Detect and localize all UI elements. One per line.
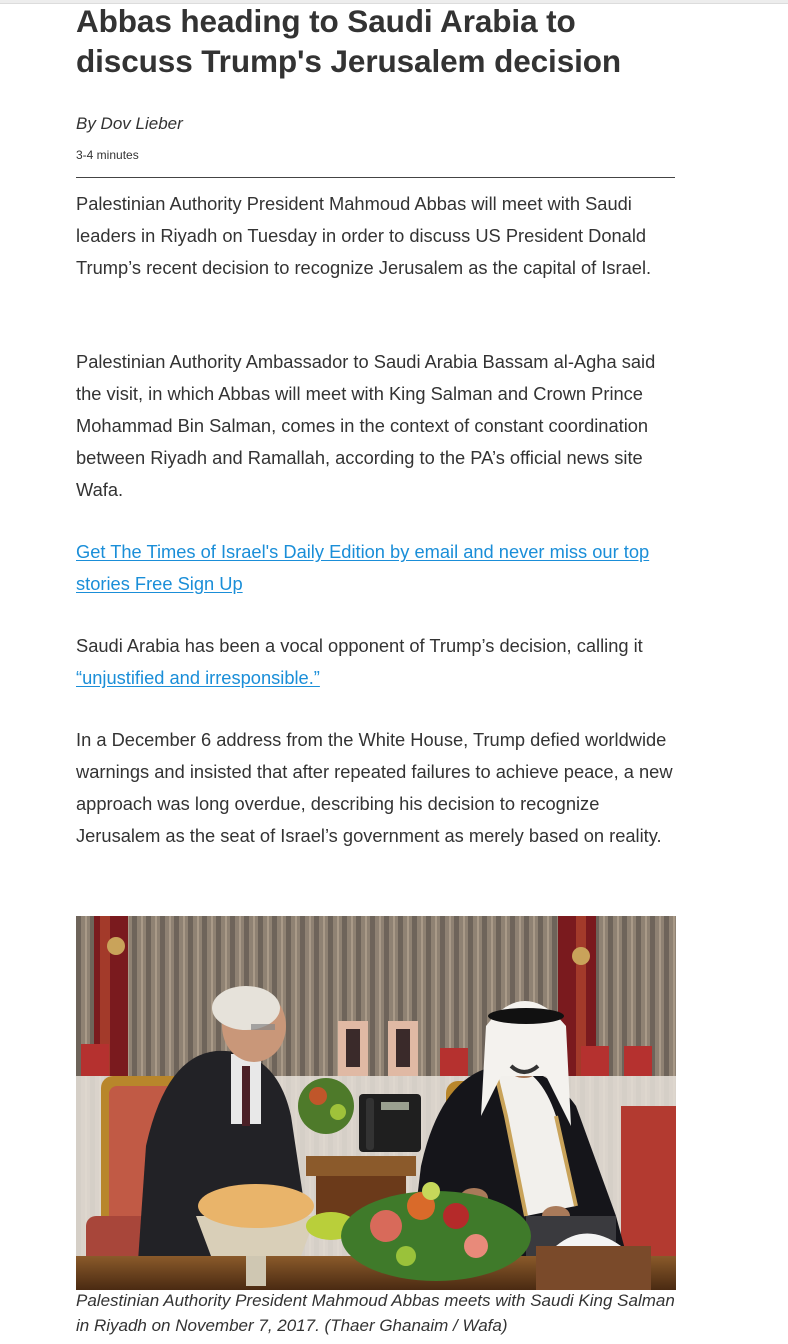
read-time: 3-4 minutes [76, 148, 139, 162]
quote-link[interactable]: “unjustified and irresponsible.” [76, 667, 320, 688]
article-photo [76, 916, 676, 1290]
paragraph-4 [76, 630, 676, 694]
paragraph-4-text: Saudi Arabia has been a vocal opponent of Trump’s decision, calling it [76, 635, 643, 656]
divider [76, 177, 675, 178]
newsletter-signup-link[interactable]: Get The Times of Israel's Daily Edition by email and never miss our top stories Free Sign Up [76, 541, 650, 594]
paragraph-5: In a December 6 address from the White House, Trump defied worldwide warnings and insisted that after repeated failures to achieve peace, a new approach was long overdue, describing his decision to recognize Jerusalem as the seat of Israel’s government as merely based on reality. [76, 729, 673, 846]
side-table [306, 1156, 416, 1176]
photo-illustration [76, 916, 676, 1290]
article-title: Abbas heading to Saudi Arabia to discuss Trump's Jerusalem decision [76, 3, 622, 79]
tissue-box [536, 1246, 651, 1290]
byline: By Dov Lieber [76, 114, 183, 133]
photo-caption: Palestinian Authority President Mahmoud Abbas meets with Saudi King Salman in Riyadh on November 7, 2017. (Thaer Ghanaim / Wafa) [76, 1291, 675, 1335]
newsletter-paragraph [76, 536, 676, 600]
paragraph-2: Palestinian Authority Ambassador to Saudi Arabia Bassam al-Agha said the visit, in which Abbas will meet with King Salman and Crown Prince Mohammad Bin Salman, comes in the context of constant coordination between Riyadh and Ramallah, according to the PA’s official news site Wafa. [76, 351, 656, 500]
paragraph-1: Palestinian Authority President Mahmoud Abbas will meet with Saudi leaders in Riyadh on Tuesday in order to discuss US President Donald Trump’s recent decision to recognize Jerusalem as the capital of Israel. [76, 193, 652, 278]
